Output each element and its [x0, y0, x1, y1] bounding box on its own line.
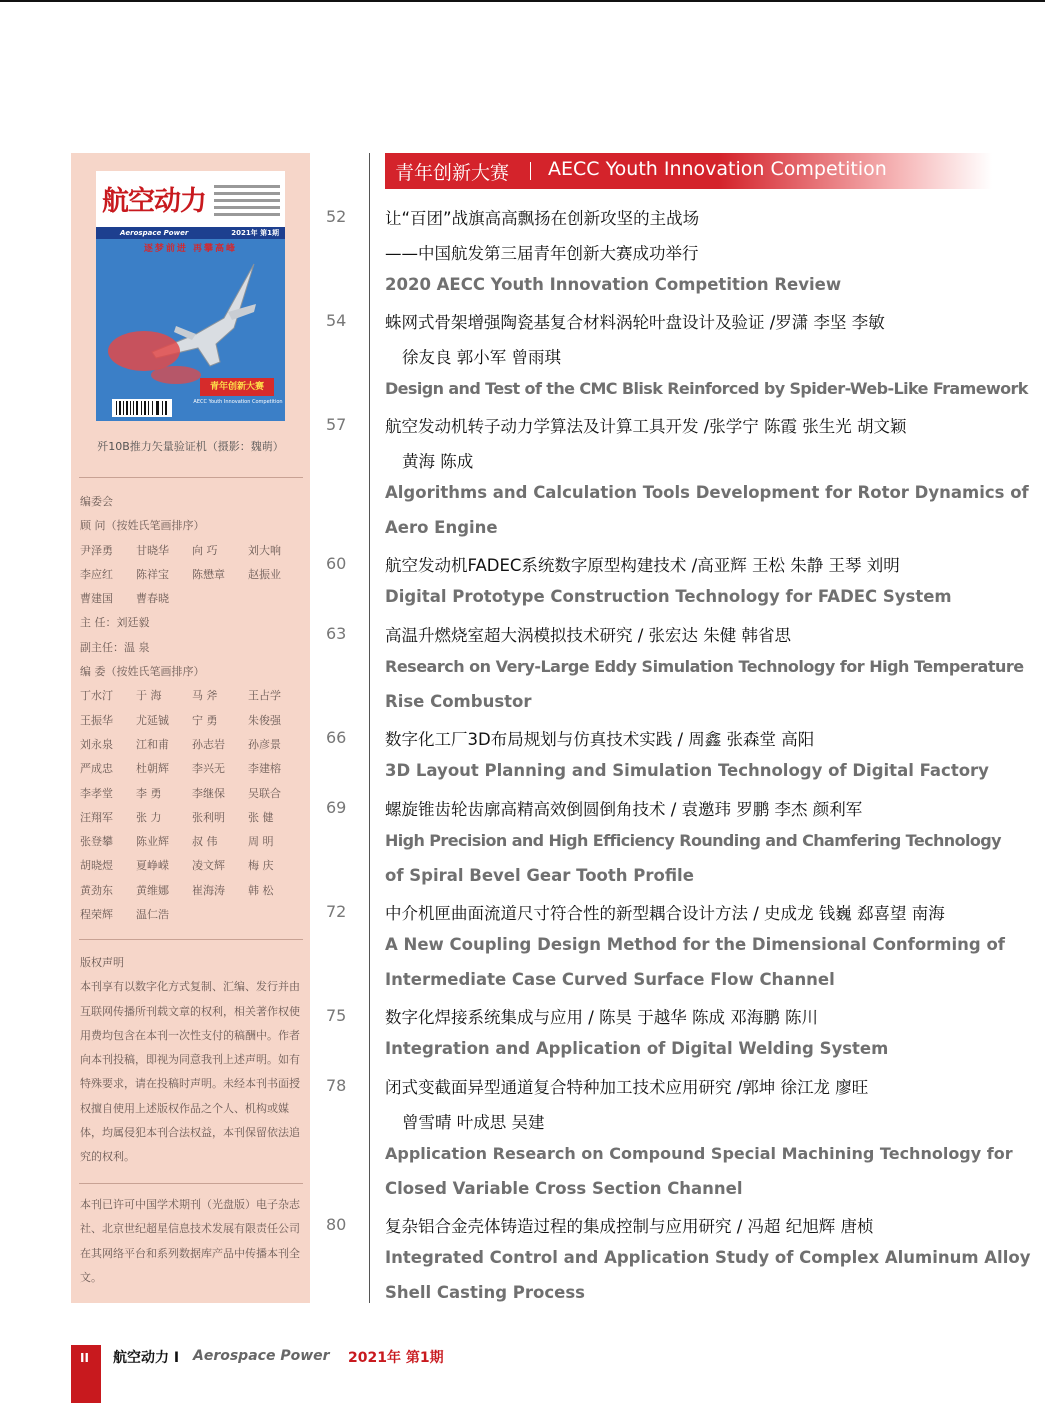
- cover-caption: 歼10B推力矢量验证机（摄影：魏萌）: [97, 440, 284, 453]
- member-name: 程荣辉: [80, 908, 113, 922]
- toc-page-number: 63: [326, 624, 347, 643]
- toc-title-en[interactable]: Digital Prototype Construction Technology for FADEC System: [385, 587, 952, 606]
- vice-director: 副主任：温 泉: [80, 640, 150, 654]
- toc-title-en[interactable]: Closed Variable Cross Section Channel: [385, 1179, 743, 1198]
- member-name: 王占学: [248, 689, 281, 703]
- advisor-name: 刘大响: [248, 543, 281, 557]
- toc-page-number: 75: [326, 1006, 347, 1025]
- advisor-name: 向 巧: [192, 543, 218, 557]
- member-name: 李 勇: [136, 786, 162, 800]
- toc-title-en[interactable]: Rise Combustor: [385, 692, 532, 711]
- section-title-zh: 青年创新大赛: [395, 162, 510, 184]
- member-name: 宁 勇: [192, 713, 218, 727]
- member-name: 李兴无: [192, 762, 225, 776]
- cover-title: 航空动力: [102, 186, 206, 217]
- member-name: 张 健: [248, 810, 274, 824]
- member-name: 吴联合: [248, 786, 281, 800]
- section-title-en: AECC Youth Innovation Competition: [548, 158, 887, 180]
- member-name: 丁水汀: [80, 689, 113, 703]
- footer-journal-en: Aerospace Power: [193, 1348, 330, 1364]
- cover-subtitle-bar: [96, 227, 285, 239]
- toc-title-en[interactable]: Intermediate Case Curved Surface Flow Channel: [385, 970, 835, 989]
- member-name: 孙志岩: [192, 737, 225, 751]
- member-name: 张 力: [136, 810, 162, 824]
- cover-smoke-trail: [108, 331, 180, 371]
- cover-slogan: 逐梦前进 再攀高峰: [143, 244, 238, 254]
- advisor-name: 陈懋章: [192, 567, 225, 581]
- toc-title-zh[interactable]: 航空发动机FADEC系统数字原型构建技术 /高亚辉 王松 朱静 王琴 刘明: [385, 556, 900, 575]
- member-row: [80, 709, 308, 733]
- director: 主 任：刘廷毅: [80, 616, 150, 630]
- toc-title-zh[interactable]: 中介机匣曲面流道尺寸符合性的新型耦合设计方法 / 史成龙 钱巍 郄喜望 南海: [385, 904, 945, 923]
- advisor-name: 曹建国: [80, 592, 113, 606]
- footer-journal: 航空动力 I: [113, 1350, 180, 1366]
- toc-title-en[interactable]: 3D Layout Planning and Simulation Technology of Digital Factory: [385, 761, 989, 780]
- copyright-section: [80, 951, 306, 1170]
- editorial-board: [80, 490, 308, 927]
- advisor-name: 尹泽勇: [80, 543, 113, 557]
- advisor-row: [80, 539, 308, 563]
- member-name: 陈业辉: [136, 835, 169, 849]
- member-name: 韩 松: [248, 883, 274, 897]
- member-name: 张登攀: [80, 835, 113, 849]
- toc-title-en[interactable]: Research on Very-Large Eddy Simulation Technology for High Temperature: [385, 657, 1024, 676]
- copyright-text: 本刊享有以数字化方式复制、汇编、发行并由互联网传播所刊载文章的权利，相关著作权使用费均包含在本刊一次性支付的稿酬中。作者向本刊投稿，即视为同意我刊上述声明。如有特殊要求，请在投稿时声明。未经本刊书面授权擅自使用上述版权作品之个人、机构或媒体，均属侵犯本刊合法权益，本刊保留依法追究的权利。: [80, 980, 300, 1164]
- member-name: 孙彦景: [248, 737, 281, 751]
- cover-subtitle-en: Aerospace Power: [120, 229, 189, 237]
- toc-page-number: 69: [326, 798, 347, 817]
- toc-title-en[interactable]: Shell Casting Process: [385, 1283, 585, 1302]
- toc-title-zh[interactable]: 高温升燃烧室超大涡模拟技术研究 / 张宏达 朱健 韩省思: [385, 626, 792, 645]
- member-name: 马 斧: [192, 689, 218, 703]
- member-name: 汪翔军: [80, 810, 113, 824]
- member-name: 李孝堂: [80, 786, 113, 800]
- toc-title-en[interactable]: Aero Engine: [385, 518, 498, 537]
- toc-title-zh[interactable]: 闭式变截面异型通道复合特种加工技术应用研究 /郭坤 徐江龙 廖旺: [385, 1078, 869, 1097]
- section-header: [385, 153, 992, 189]
- footer-page-number: II: [80, 1351, 89, 1365]
- member-name: 叔 伟: [192, 835, 218, 849]
- advisor-row: [80, 587, 308, 611]
- toc-page-number: 66: [326, 728, 347, 747]
- divider: [79, 1183, 303, 1184]
- toc-authors: 黄海 陈成: [402, 452, 474, 471]
- toc-title-en[interactable]: Integrated Control and Application Study of Complex Aluminum Alloy: [385, 1248, 1031, 1267]
- footer-issue: 2021年 第1期: [348, 1350, 444, 1366]
- member-row: [80, 684, 308, 708]
- toc-title-zh[interactable]: 螺旋锥齿轮齿廓高精高效倒圆倒角技术 / 袁邀玮 罗鹏 李杰 颜利军: [385, 800, 863, 819]
- divider: [79, 939, 303, 940]
- member-row: [80, 879, 308, 903]
- toc-title-zh[interactable]: 复杂铝合金壳体铸造过程的集成控制与应用研究 / 冯超 纪旭辉 唐桢: [385, 1217, 874, 1236]
- advisor-name: 赵振业: [248, 567, 281, 581]
- cover-smoke-trail: [151, 366, 201, 384]
- cover-header: [96, 171, 285, 227]
- toc-page-number: 72: [326, 902, 347, 921]
- member-name: 严成忠: [80, 762, 113, 776]
- member-name: 夏峥嵘: [136, 859, 169, 873]
- toc-authors: 曾雪晴 叶成思 吴建: [402, 1113, 545, 1132]
- barcode-icon: [112, 399, 172, 417]
- member-name: 黄劲东: [80, 883, 113, 897]
- license-text: 本刊已许可中国学术期刊（光盘版）电子杂志社、北京世纪超星信息技术发展有限责任公司在其网络平台和系列数据库产品中传播本刊全文。: [80, 1198, 300, 1284]
- members-label: 编 委（按姓氏笔画排序）: [80, 665, 205, 679]
- advisor-name: 甘晓华: [136, 543, 169, 557]
- cover-issue: 2021年 第1期: [231, 229, 279, 237]
- member-name: 李建榕: [248, 762, 281, 776]
- member-name: 温仁浩: [136, 908, 169, 922]
- advisor-label: 顾 问（按姓氏笔画排序）: [80, 519, 205, 533]
- toc-page-number: 78: [326, 1076, 347, 1095]
- toc-title-zh[interactable]: 蛛网式骨架增强陶瓷基复合材料涡轮叶盘设计及验证 /罗潇 李坚 李敏: [385, 313, 885, 332]
- member-name: 尤延铖: [136, 713, 169, 727]
- section-divider: [530, 162, 531, 180]
- member-name: 杜朝辉: [136, 762, 169, 776]
- cover-masthead-lines: [214, 181, 280, 219]
- toc-page-number: 57: [326, 415, 347, 434]
- member-name: 梅 庆: [248, 859, 274, 873]
- toc-title-en[interactable]: Integration and Application of Digital Welding System: [385, 1039, 889, 1058]
- toc-title-en[interactable]: 2020 AECC Youth Innovation Competition Review: [385, 275, 842, 294]
- toc-page-number: 60: [326, 554, 347, 573]
- member-name: 张利明: [192, 810, 225, 824]
- cover-image[interactable]: [96, 171, 285, 421]
- column-divider: [369, 153, 370, 1303]
- toc-title-en[interactable]: High Precision and High Efficiency Rounding and Chamfering Technology: [385, 831, 1001, 850]
- copyright-title: 版权声明: [80, 956, 124, 969]
- member-row: [80, 830, 308, 854]
- top-rule: [0, 0, 1045, 2]
- toc-title-en[interactable]: Algorithms and Calculation Tools Development for Rotor Dynamics of: [385, 483, 1029, 502]
- toc-title-en[interactable]: Design and Test of the CMC Blisk Reinforced by Spider-Web-Like Framework: [385, 379, 1028, 398]
- toc-page-number: 54: [326, 311, 347, 330]
- toc-authors: 徐友良 郭小军 曾雨琪: [402, 348, 561, 367]
- member-name: 于 海: [136, 689, 162, 703]
- divider: [79, 477, 303, 478]
- member-row: [80, 782, 308, 806]
- member-name: 朱俊强: [248, 713, 281, 727]
- toc-page-number: 52: [326, 207, 347, 226]
- toc-title-zh[interactable]: ——中国航发第三届青年创新大赛成功举行: [385, 244, 699, 263]
- advisor-name: 李应红: [80, 567, 113, 581]
- toc-title-zh[interactable]: 让“百团”战旗高高飘扬在创新攻坚的主战场: [385, 209, 700, 228]
- member-name: 李继保: [192, 786, 225, 800]
- cover-badge: 青年创新大赛: [200, 378, 274, 396]
- toc-page-number: 80: [326, 1215, 347, 1234]
- member-name: 崔海涛: [192, 883, 225, 897]
- toc-title-en[interactable]: A New Coupling Design Method for the Dimensional Conforming of: [385, 935, 1005, 954]
- advisor-name: 曹春晓: [136, 592, 169, 606]
- cover-badge-en: AECC Youth Innovation Competition: [193, 399, 283, 405]
- member-name: 黄维娜: [136, 883, 169, 897]
- member-name: 刘永泉: [80, 737, 113, 751]
- member-row: [80, 854, 308, 878]
- sidebar: [71, 153, 310, 1303]
- advisor-name: 陈祥宝: [136, 567, 169, 581]
- toc-title-zh[interactable]: 航空发动机转子动力学算法及计算工具开发 /张学宁 陈霞 张生光 胡文颖: [385, 417, 907, 436]
- toc-title-en[interactable]: Application Research on Compound Special Machining Technology for: [385, 1144, 1013, 1163]
- member-name: 周 明: [248, 835, 274, 849]
- member-row: [80, 733, 308, 757]
- member-row: [80, 806, 308, 830]
- editorial-title: 编委会: [80, 495, 113, 508]
- member-name: 王振华: [80, 713, 113, 727]
- toc-title-en[interactable]: of Spiral Bevel Gear Tooth Profile: [385, 866, 694, 885]
- member-row: [80, 757, 308, 781]
- advisor-row: [80, 563, 308, 587]
- toc-title-zh[interactable]: 数字化工厂3D布局规划与仿真技术实践 / 周鑫 张森堂 高阳: [385, 730, 815, 749]
- toc-title-zh[interactable]: 数字化焊接系统集成与应用 / 陈昊 于越华 陈成 邓海鹏 陈川: [385, 1008, 819, 1027]
- member-name: 江和甫: [136, 737, 169, 751]
- member-name: 胡晓煜: [80, 859, 113, 873]
- member-row: [80, 903, 308, 927]
- member-name: 凌文辉: [192, 859, 225, 873]
